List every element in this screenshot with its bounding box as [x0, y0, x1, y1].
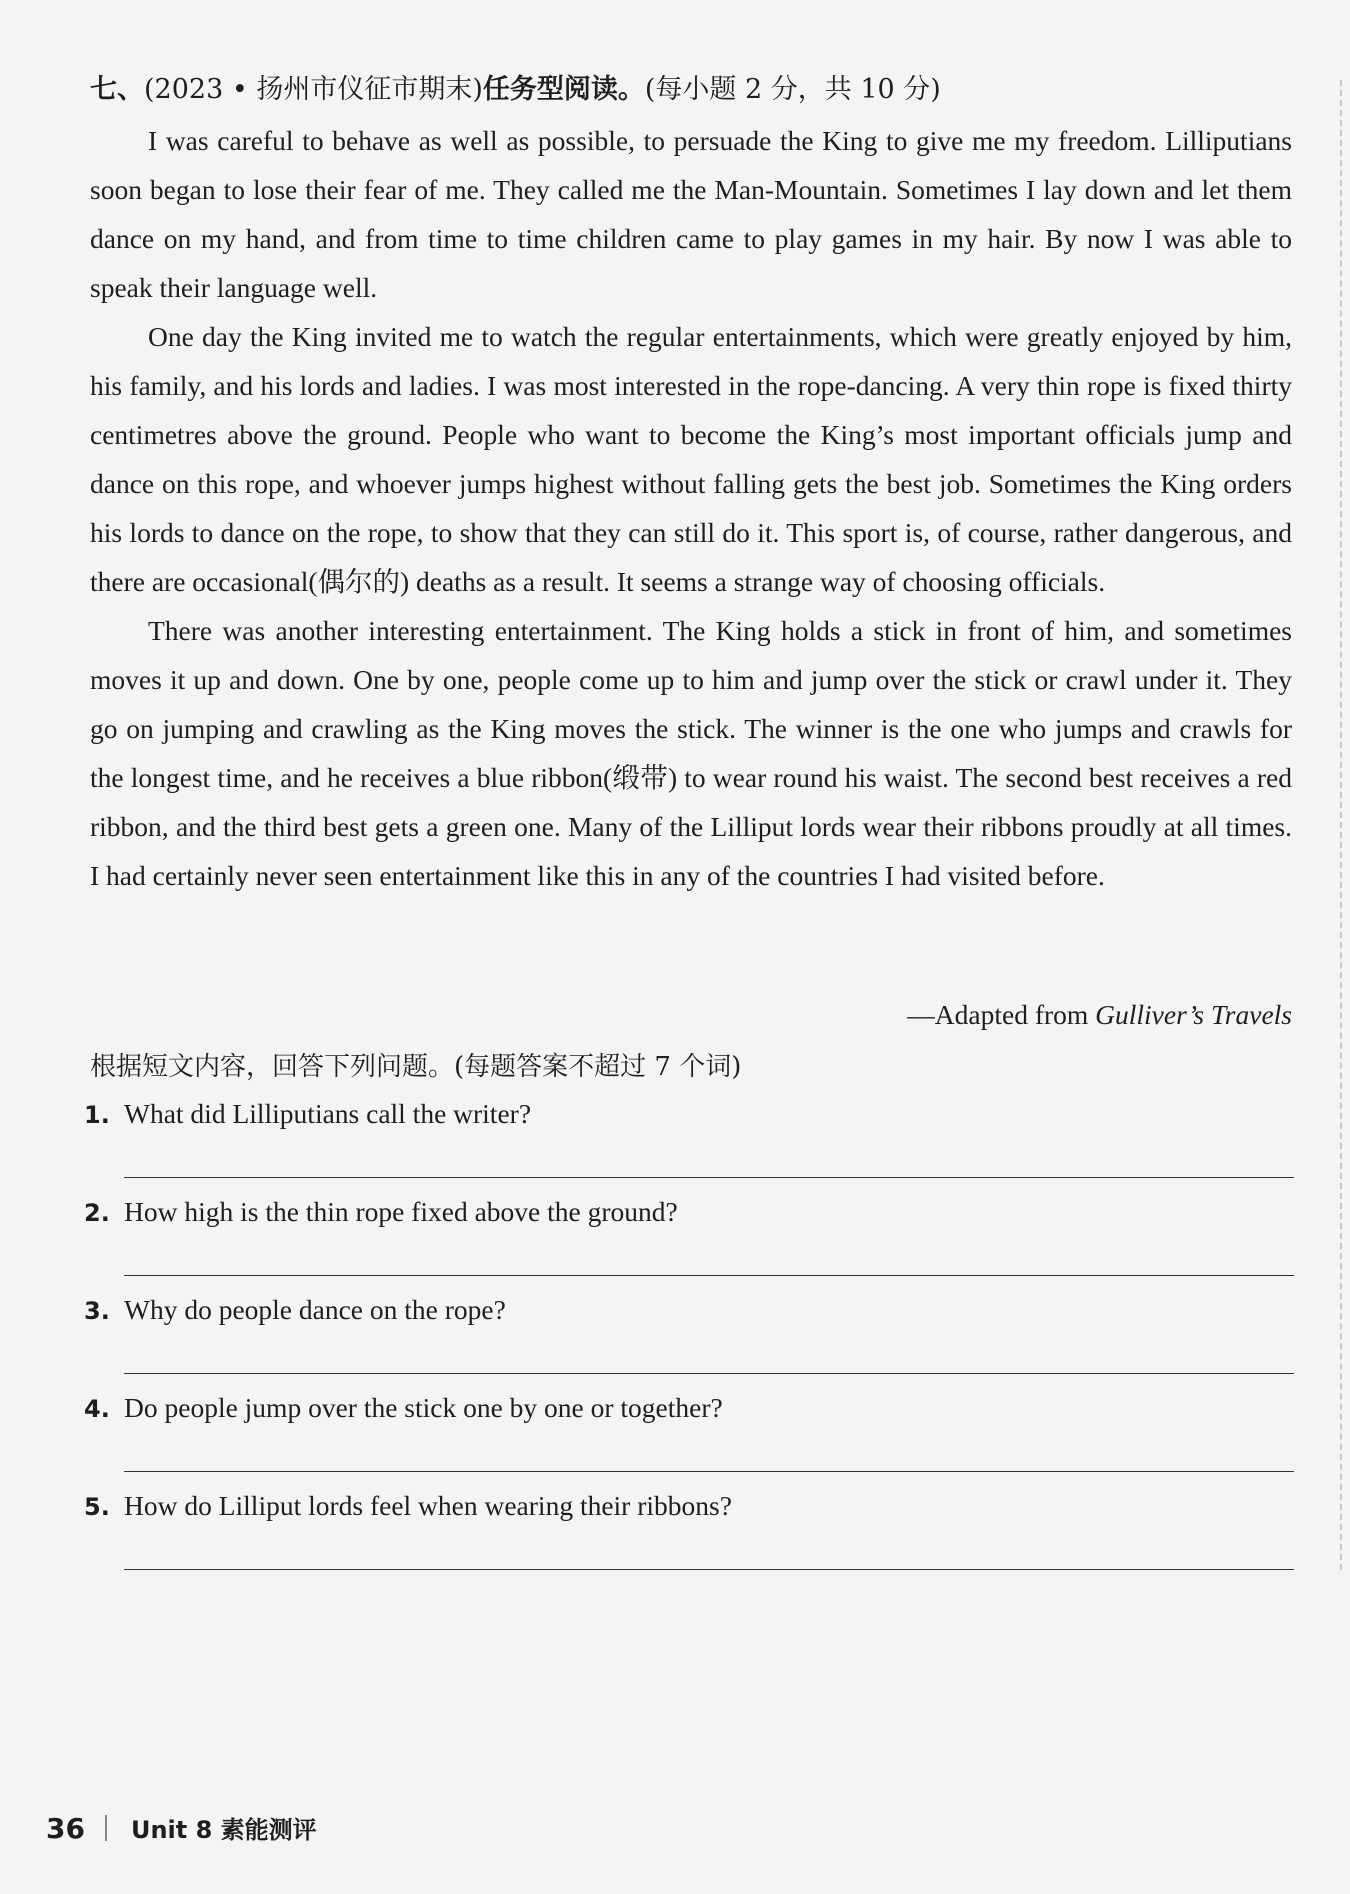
passage-paragraph-2: One day the King invited me to watch the regular entertainments, which were greatly enjoyed by him, his family, and his lords and ladies. I was most interested in the rope-dancing. A very thin rope is fixed thirty centimetres above the ground. People who want to become the King’s most important officials jump and dance on this rope, and whoever jumps highest without falling gets the best job. Sometimes the King orders his lords to dance on the rope, to show that they can still do it. This sport is, of course, rather dangerous, and there are occasional(偶尔的) deaths as a result. It seems a strange way of choosing officials. [90, 321, 1292, 597]
answer-line-3[interactable] [124, 1373, 1294, 1374]
question-5 [84, 1486, 1294, 1527]
question-number: 5. [84, 1493, 110, 1521]
answer-line-2[interactable] [124, 1275, 1294, 1276]
answer-line-5[interactable] [124, 1569, 1294, 1570]
book-title: Gulliver’s Travels [1095, 999, 1292, 1030]
question-text: Do people jump over the stick one by one or together? [124, 1392, 723, 1423]
section-heading [90, 70, 1290, 110]
question-text: What did Lilliputians call the writer? [124, 1098, 532, 1129]
reading-passage [90, 116, 1292, 900]
section-scoring: (每小题 2 分，共 10 分) [644, 74, 941, 105]
question-number: 2. [84, 1199, 110, 1227]
question-4 [84, 1388, 1294, 1429]
passage-paragraph-1: I was careful to behave as well as possible, to persuade the King to give me my freedom. Lilliputians soon began to lose their fear of me. They called me the Man-Mountain. Sometimes I lay down and let them dance on my hand, and from time to time children came to play games in my hair. By now I was able to speak their language well. [90, 125, 1292, 303]
page-footer [46, 1811, 317, 1848]
question-text: How do Lilliput lords feel when wearing their ribbons? [124, 1490, 732, 1521]
question-number: 3. [84, 1297, 110, 1325]
question-2 [84, 1192, 1294, 1233]
question-3 [84, 1290, 1294, 1331]
section-number: 七、 [90, 74, 144, 105]
page-number: 36 [46, 1812, 85, 1845]
unit-label: Unit 8 素能测评 [130, 1816, 317, 1844]
answer-line-4[interactable] [124, 1471, 1294, 1472]
passage-paragraph-3: There was another interesting entertainment. The King holds a stick in front of him, and sometimes moves it up and down. One by one, people come up to him and jump over the stick or crawl under it. They go on jumping and crawling as the King moves the stick. The winner is the one who jumps and crawls for the longest time, and he receives a blue ribbon(缎带) to wear round his waist. The second best receives a red ribbon, and the third best gets a green one. Many of the Lilliput lords wear their ribbons proudly at all times. I had certainly never seen entertainment like this in any of the countries I had visited before. [90, 615, 1292, 891]
footer-divider [105, 1815, 107, 1841]
attribution-prefix: —Adapted from [907, 999, 1096, 1030]
question-1 [84, 1094, 1294, 1135]
question-instruction: 根据短文内容，回答下列问题。(每题答案不超过 7 个词) [90, 1052, 742, 1082]
question-number: 4. [84, 1395, 110, 1423]
answer-line-1[interactable] [124, 1177, 1294, 1178]
question-text: How high is the thin rope fixed above the ground? [124, 1196, 678, 1227]
question-number: 1. [84, 1101, 110, 1129]
section-type: 任务型阅读。 [482, 74, 645, 105]
source-attribution [907, 995, 1292, 1035]
section-source: (2023 • 扬州市仪征市期末) [144, 74, 483, 105]
question-text: Why do people dance on the rope? [124, 1294, 506, 1325]
page-edge-mark [1337, 80, 1342, 1570]
